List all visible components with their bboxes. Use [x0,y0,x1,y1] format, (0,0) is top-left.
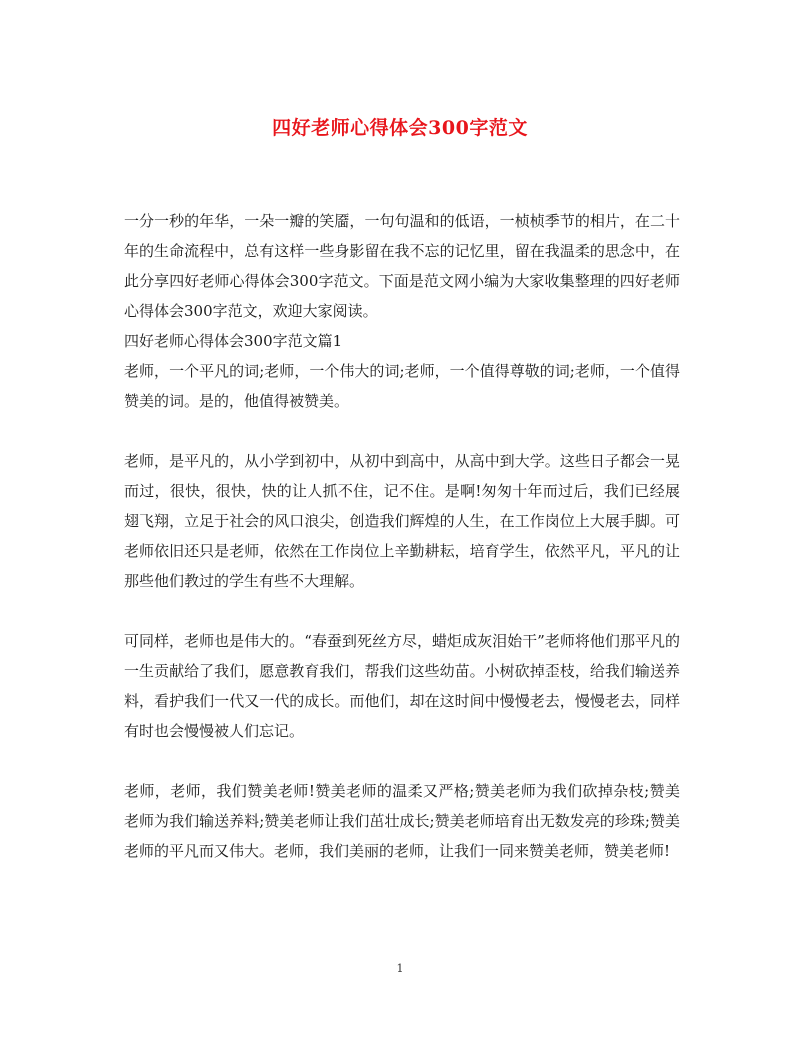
intro-paragraph: 一分一秒的年华，一朵一瓣的笑靥，一句句温和的低语，一桢桢季节的相片，在二十年的生命流程中，总有这样一些身影留在我不忘的记忆里，留在我温柔的思念中，在此分享四好老师心得体会300字范文。下面是范文网小编为大家收集整理的四好老师心得体会300字范文，欢迎大家阅读。 [124,212,680,320]
body-paragraph-3: 可同样，老师也是伟大的。“春蚕到死丝方尽，蜡炬成灰泪始干”老师将他们那平凡的一生贡献给了我们，愿意教育我们，帮我们这些幼苗。小树砍掉歪枝，给我们输送养料，看护我们一代又一代的成长。而他们，却在这时间中慢慢老去，慢慢老去，同样有时也会慢慢被人们忘记。 [124,632,680,740]
page-number: 1 [396,962,404,975]
body-paragraph-4: 老师，老师，我们赞美老师!赞美老师的温柔又严格;赞美老师为我们砍掉杂枝;赞美老师为我们输送养料;赞美老师让我们茁壮成长;赞美老师培育出无数发亮的珍珠;赞美老师的平凡而又伟大。老师，我们美丽的老师，让我们一同来赞美老师，赞美老师! [124,782,680,860]
document-body [124,206,680,866]
document-title: 四好老师心得体会300字范文 [272,117,528,139]
section-heading: 四好老师心得体会300字范文篇1 [124,332,343,350]
body-paragraph-2: 老师，是平凡的，从小学到初中，从初中到高中，从高中到大学。这些日子都会一晃而过，很快，很快，快的让人抓不住，记不住。是啊!匆匆十年而过后，我们已经展翅飞翔，立足于社会的风口浪尖，创造我们辉煌的人生，在工作岗位上大展手脚。可老师依旧还只是老师，依然在工作岗位上辛勤耕耘，培育学生，依然平凡，平凡的让那些他们教过的学生有些不大理解。 [124,452,680,590]
body-paragraph-1: 老师，一个平凡的词;老师，一个伟大的词;老师，一个值得尊敬的词;老师，一个值得赞美的词。是的，他值得被赞美。 [124,362,680,410]
